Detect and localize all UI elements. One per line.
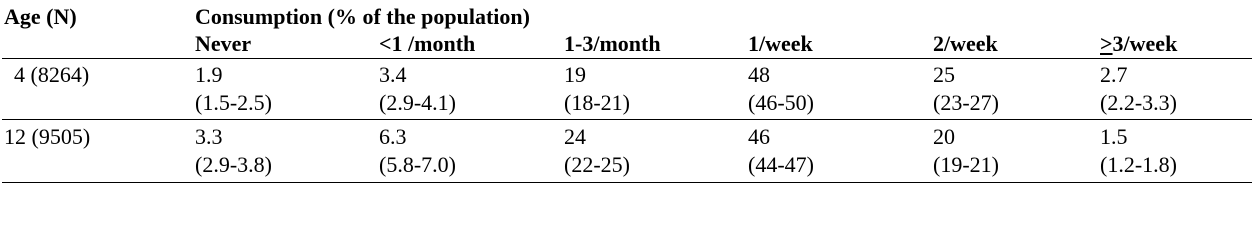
- age-column-header: Age (N): [4, 4, 77, 29]
- column-header-never: Never: [195, 31, 252, 56]
- table-cell-range: (22-25): [564, 152, 630, 177]
- table-cell-value: 6.3: [379, 124, 407, 149]
- table-cell-range: (2.9-3.8): [195, 152, 272, 177]
- table-bottom-border: [2, 182, 1252, 183]
- table-cell-value: 19: [564, 62, 586, 87]
- table-cell-range: (1.5-2.5): [195, 90, 272, 115]
- table-cell-value: 46: [748, 124, 770, 149]
- row-divider: [2, 119, 1252, 120]
- table-cell-range: (2.9-4.1): [379, 90, 456, 115]
- table-cell-range: (44-47): [748, 152, 814, 177]
- table-cell-range: (18-21): [564, 90, 630, 115]
- table-cell-value: 20: [933, 124, 955, 149]
- column-header-2-week: 2/week: [933, 31, 998, 56]
- table-cell-range: (5.8-7.0): [379, 152, 456, 177]
- table-cell-value: 1.5: [1100, 124, 1128, 149]
- column-header-3-week-label: 3/week: [1112, 31, 1178, 56]
- table-cell-range: (2.2-3.3): [1100, 90, 1177, 115]
- table-cell-value: 48: [748, 62, 770, 87]
- table-cell-range: (1.2-1.8): [1100, 152, 1177, 177]
- table-cell-value: 3.3: [195, 124, 223, 149]
- greater-equal-sign: >: [1100, 31, 1113, 56]
- table-cell-range: (23-27): [933, 90, 999, 115]
- table-cell-value: 2.7: [1100, 62, 1128, 87]
- table-cell-value: 24: [564, 124, 586, 149]
- column-header-1-3-month: 1-3/month: [564, 31, 661, 56]
- row-age-4: 4 (8264): [14, 62, 90, 87]
- table-cell-range: (46-50): [748, 90, 814, 115]
- consumption-group-header: Consumption (% of the population): [195, 4, 530, 29]
- table-cell-value: 1.9: [195, 62, 223, 87]
- column-header-less-than-1-month: <1 /month: [379, 31, 476, 56]
- table-cell-value: 25: [933, 62, 955, 87]
- table-cell-value: 3.4: [379, 62, 407, 87]
- column-header-1-week: 1/week: [748, 31, 813, 56]
- row-age-12: 12 (9505): [4, 124, 91, 149]
- column-header-3-or-more-week: [1100, 32, 1177, 56]
- table-cell-range: (19-21): [933, 152, 999, 177]
- header-divider: [2, 58, 1252, 59]
